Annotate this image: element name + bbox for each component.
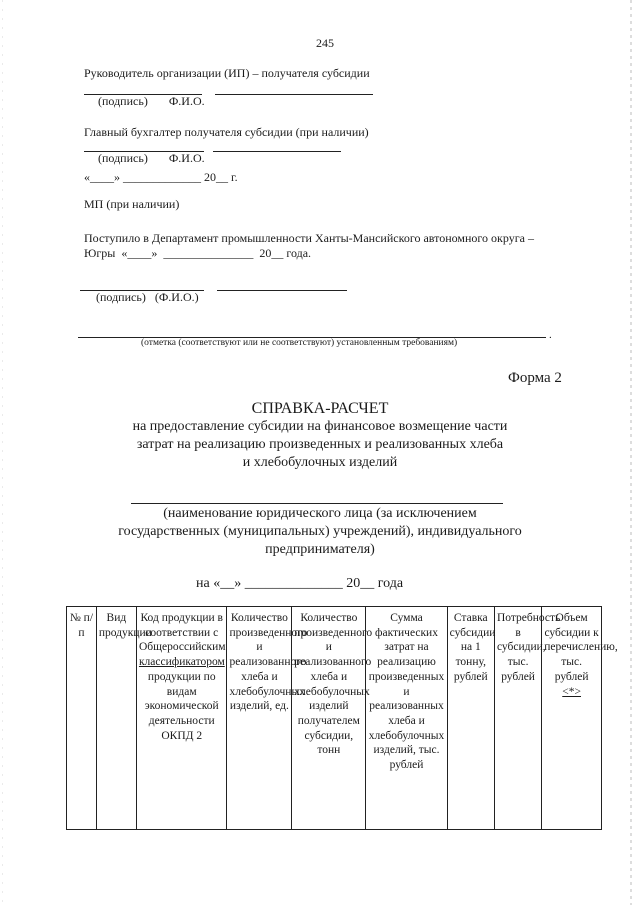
calculation-table — [66, 606, 618, 830]
classifier-link[interactable]: классификатором — [138, 656, 225, 669]
form-title: СПРАВКА-РАСЧЕТ — [251, 400, 389, 417]
head-signature-title: Руководитель организации (ИП) – получателя субсидии — [84, 66, 370, 80]
mark-caption: (отметка (соответствуют или не соответствуют) установленным требованиям) — [141, 338, 458, 348]
accountant-name-line — [213, 151, 341, 152]
accountant-signature-caption: (подпись) Ф.И.О. — [98, 151, 205, 165]
header-quantity-tonnes: Количество произведенного и реализованного хлеба и хлебобулочных изделий получателем субсидии, тонн — [292, 607, 366, 830]
signature-date-line: «____» _____________ 20__ г. — [84, 170, 238, 184]
form-date-line: на «__» ______________ 20__ года — [196, 576, 404, 591]
head-name-line — [215, 94, 373, 95]
footnote-link[interactable]: <*> — [562, 685, 581, 698]
seal-placeholder: МП (при наличии) — [84, 197, 180, 211]
received-signature-caption: (подпись) (Ф.И.О.) — [96, 290, 199, 304]
form-label: Форма 2 — [508, 370, 562, 386]
mark-line-dot: . — [549, 329, 552, 341]
entity-caption-line-1: (наименование юридического лица (за исключением — [163, 506, 477, 521]
page-number: 245 — [316, 36, 334, 50]
header-quantity-units: Количество произведенного и реализованного хлеба и хлебобулочных изделий, ед. — [227, 607, 292, 830]
header-product-type: Вид продукции — [96, 607, 136, 830]
received-line-2: Югры «____» _______________ 20__ года. — [84, 246, 312, 260]
header-row-number: № п/п — [67, 607, 97, 830]
form-subtitle-line-3: и хлебобулочных изделий — [242, 455, 398, 470]
table-header-row — [67, 607, 602, 830]
header-subsidy-amount: Объем субсидии к перечислению, тыс. рублей <*> — [542, 607, 602, 830]
received-name-line — [217, 290, 347, 291]
form-subtitle-line-2: затрат на реализацию произведенных и реализованных хлеба — [136, 437, 504, 452]
header-subsidy-need: Потребность в субсидии, тыс. рублей — [494, 607, 541, 830]
form-subtitle-line-1: на предоставление субсидии на финансовое возмещение части — [132, 419, 508, 434]
entity-caption-line-2: государственных (муниципальных) учреждений), индивидуального — [118, 524, 522, 539]
accountant-signature-title: Главный бухгалтер получателя субсидии (при наличии) — [84, 125, 369, 139]
entity-name-line — [131, 503, 503, 504]
header-subsidy-rate: Ставка субсидии на 1 тонну, рублей — [447, 607, 494, 830]
head-signature-caption: (подпись) Ф.И.О. — [98, 94, 205, 108]
received-line-1: Поступило в Департамент промышленности Ханты-Мансийского автономного округа – — [84, 231, 534, 245]
header-product-code: Код продукции в соответствии с Общероссийским классификатором продукции по видам экономической деятельности ОКПД 2 — [136, 607, 227, 830]
header-actual-costs: Сумма фактических затрат на реализацию произведенных и реализованных хлеба и хлебобулочных изделий, тыс. рублей — [366, 607, 447, 830]
entity-caption-line-3: предпринимателя) — [265, 542, 375, 557]
